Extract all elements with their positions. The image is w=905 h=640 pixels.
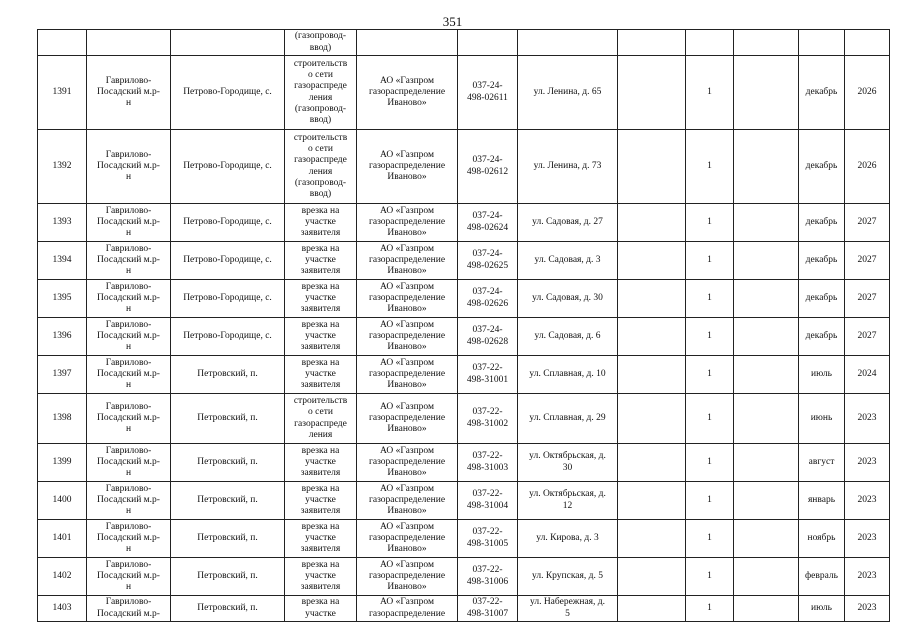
district-cell: Гаврилово- Посадский м.р- н (87, 520, 171, 558)
work-type-cell: строительств о сети газораспреде ления (285, 394, 357, 444)
blank-cell-2 (734, 56, 799, 130)
organization-cell: АО «Газпром газораспределение Иваново» (357, 394, 458, 444)
address-cell (518, 30, 618, 56)
code-cell (458, 30, 518, 56)
district-cell: Гаврилово- Посадский м.р- н (87, 482, 171, 520)
row-number-cell: 1403 (38, 596, 87, 622)
quantity-cell: 1 (686, 280, 734, 318)
row-number-cell: 1402 (38, 558, 87, 596)
month-cell: июнь (799, 394, 845, 444)
quantity-cell: 1 (686, 596, 734, 622)
month-cell: февраль (799, 558, 845, 596)
code-cell: 037-24- 498-02625 (458, 242, 518, 280)
code-cell: 037-24- 498-02628 (458, 318, 518, 356)
year-cell: 2023 (845, 444, 890, 482)
year-cell: 2023 (845, 520, 890, 558)
quantity-cell: 1 (686, 130, 734, 204)
month-cell: декабрь (799, 56, 845, 130)
row-number-cell: 1395 (38, 280, 87, 318)
work-type-cell: врезка на участке заявителя (285, 558, 357, 596)
work-type-cell: врезка на участке заявителя (285, 520, 357, 558)
blank-cell-1 (618, 444, 686, 482)
year-cell (845, 30, 890, 56)
blank-cell-1 (618, 204, 686, 242)
code-cell: 037-22- 498-31006 (458, 558, 518, 596)
row-number-cell: 1398 (38, 394, 87, 444)
blank-cell-2 (734, 558, 799, 596)
district-cell: Гаврилово- Посадский м.р- н (87, 356, 171, 394)
year-cell: 2023 (845, 596, 890, 622)
code-cell: 037-22- 498-31005 (458, 520, 518, 558)
address-cell: ул. Ленина, д. 65 (518, 56, 618, 130)
table-row (38, 318, 890, 356)
table-row (38, 596, 890, 622)
year-cell: 2023 (845, 482, 890, 520)
blank-cell-1 (618, 394, 686, 444)
blank-cell-2 (734, 204, 799, 242)
table-row (38, 130, 890, 204)
row-number-cell (38, 30, 87, 56)
address-cell: ул. Садовая, д. 30 (518, 280, 618, 318)
blank-cell-1 (618, 520, 686, 558)
organization-cell: АО «Газпром газораспределение Иваново» (357, 444, 458, 482)
month-cell: декабрь (799, 280, 845, 318)
settlement-cell: Петрово-Городище, с. (171, 318, 285, 356)
table-row (38, 444, 890, 482)
blank-cell-1 (618, 318, 686, 356)
registry-table (37, 29, 890, 622)
row-number-cell: 1399 (38, 444, 87, 482)
month-cell: декабрь (799, 130, 845, 204)
code-cell: 037-22- 498-31003 (458, 444, 518, 482)
organization-cell: АО «Газпром газораспределение Иваново» (357, 558, 458, 596)
registry-body (38, 30, 890, 622)
district-cell: Гаврилово- Посадский м.р- (87, 596, 171, 622)
quantity-cell: 1 (686, 56, 734, 130)
table-row (38, 482, 890, 520)
settlement-cell: Петрово-Городище, с. (171, 242, 285, 280)
district-cell: Гаврилово- Посадский м.р- н (87, 56, 171, 130)
address-cell: ул. Сплавная, д. 10 (518, 356, 618, 394)
table-row (38, 558, 890, 596)
quantity-cell: 1 (686, 356, 734, 394)
code-cell: 037-24- 498-02612 (458, 130, 518, 204)
work-type-cell: врезка на участке заявителя (285, 280, 357, 318)
blank-cell-1 (618, 280, 686, 318)
work-type-cell: врезка на участке заявителя (285, 318, 357, 356)
page-number: 351 (442, 14, 463, 29)
code-cell: 037-22- 498-31007 (458, 596, 518, 622)
settlement-cell: Петрово-Городище, с. (171, 56, 285, 130)
table-row (38, 280, 890, 318)
settlement-cell: Петровский, п. (171, 444, 285, 482)
settlement-cell: Петровский, п. (171, 356, 285, 394)
row-number-cell: 1397 (38, 356, 87, 394)
work-type-cell: врезка на участке заявителя (285, 356, 357, 394)
year-cell: 2024 (845, 356, 890, 394)
work-type-cell: строительств о сети газораспреде ления (газопровод- ввод) (285, 130, 357, 204)
row-number-cell: 1391 (38, 56, 87, 130)
row-number-cell: 1396 (38, 318, 87, 356)
settlement-cell: Петровский, п. (171, 596, 285, 622)
year-cell: 2023 (845, 558, 890, 596)
code-cell: 037-24- 498-02611 (458, 56, 518, 130)
district-cell: Гаврилово- Посадский м.р- н (87, 394, 171, 444)
blank-cell-1 (618, 130, 686, 204)
blank-cell-2 (734, 482, 799, 520)
blank-cell-2 (734, 394, 799, 444)
blank-cell-2 (734, 130, 799, 204)
code-cell: 037-24- 498-02626 (458, 280, 518, 318)
blank-cell-1 (618, 356, 686, 394)
blank-cell-1 (618, 242, 686, 280)
quantity-cell: 1 (686, 318, 734, 356)
row-number-cell: 1394 (38, 242, 87, 280)
blank-cell-2 (734, 520, 799, 558)
address-cell: ул. Ленина, д. 73 (518, 130, 618, 204)
row-number-cell: 1400 (38, 482, 87, 520)
year-cell: 2026 (845, 130, 890, 204)
organization-cell: АО «Газпром газораспределение Иваново» (357, 520, 458, 558)
address-cell: ул. Кирова, д. 3 (518, 520, 618, 558)
year-cell: 2026 (845, 56, 890, 130)
table-row-continuation (38, 30, 890, 56)
month-cell (799, 30, 845, 56)
organization-cell: АО «Газпром газораспределение Иваново» (357, 318, 458, 356)
organization-cell: АО «Газпром газораспределение Иваново» (357, 204, 458, 242)
code-cell: 037-22- 498-31002 (458, 394, 518, 444)
blank-cell-2 (734, 596, 799, 622)
month-cell: август (799, 444, 845, 482)
address-cell: ул. Набережная, д. 5 (518, 596, 618, 622)
row-number-cell: 1393 (38, 204, 87, 242)
organization-cell: АО «Газпром газораспределение Иваново» (357, 482, 458, 520)
address-cell: ул. Садовая, д. 6 (518, 318, 618, 356)
settlement-cell: Петровский, п. (171, 394, 285, 444)
quantity-cell: 1 (686, 394, 734, 444)
quantity-cell: 1 (686, 520, 734, 558)
blank-cell-1 (618, 56, 686, 130)
year-cell: 2023 (845, 394, 890, 444)
blank-cell-1 (618, 30, 686, 56)
address-cell: ул. Садовая, д. 27 (518, 204, 618, 242)
blank-cell-2 (734, 318, 799, 356)
table-row (38, 56, 890, 130)
address-cell: ул. Октябрьская, д. 30 (518, 444, 618, 482)
table-row (38, 242, 890, 280)
organization-cell: АО «Газпром газораспределение Иваново» (357, 280, 458, 318)
blank-cell-2 (734, 356, 799, 394)
blank-cell-2 (734, 30, 799, 56)
settlement-cell: Петровский, п. (171, 520, 285, 558)
year-cell: 2027 (845, 318, 890, 356)
district-cell: Гаврилово- Посадский м.р- н (87, 130, 171, 204)
table-row (38, 520, 890, 558)
month-cell: июль (799, 596, 845, 622)
month-cell: декабрь (799, 318, 845, 356)
blank-cell-2 (734, 242, 799, 280)
settlement-cell: Петровский, п. (171, 558, 285, 596)
district-cell: Гаврилово- Посадский м.р- н (87, 242, 171, 280)
address-cell: ул. Садовая, д. 3 (518, 242, 618, 280)
year-cell: 2027 (845, 280, 890, 318)
district-cell: Гаврилово- Посадский м.р- н (87, 558, 171, 596)
district-cell: Гаврилово- Посадский м.р- н (87, 280, 171, 318)
work-type-cell: строительств о сети газораспреде ления (газопровод- ввод) (285, 56, 357, 130)
quantity-cell: 1 (686, 204, 734, 242)
row-number-cell: 1401 (38, 520, 87, 558)
month-cell: январь (799, 482, 845, 520)
settlement-cell: Петровский, п. (171, 482, 285, 520)
work-type-cell: врезка на участке (285, 596, 357, 622)
organization-cell: АО «Газпром газораспределение (357, 596, 458, 622)
quantity-cell: 1 (686, 242, 734, 280)
year-cell: 2027 (845, 242, 890, 280)
month-cell: декабрь (799, 242, 845, 280)
address-cell: ул. Крупская, д. 5 (518, 558, 618, 596)
code-cell: 037-24- 498-02624 (458, 204, 518, 242)
code-cell: 037-22- 498-31004 (458, 482, 518, 520)
organization-cell: АО «Газпром газораспределение Иваново» (357, 130, 458, 204)
blank-cell-2 (734, 280, 799, 318)
work-type-cell: врезка на участке заявителя (285, 242, 357, 280)
table-row (38, 394, 890, 444)
blank-cell-1 (618, 596, 686, 622)
district-cell: Гаврилово- Посадский м.р- н (87, 444, 171, 482)
organization-cell: АО «Газпром газораспределение Иваново» (357, 56, 458, 130)
table-row (38, 204, 890, 242)
settlement-cell: Петрово-Городище, с. (171, 280, 285, 318)
code-cell: 037-22- 498-31001 (458, 356, 518, 394)
month-cell: июль (799, 356, 845, 394)
blank-cell-1 (618, 558, 686, 596)
quantity-cell: 1 (686, 444, 734, 482)
address-cell: ул. Сплавная, д. 29 (518, 394, 618, 444)
district-cell (87, 30, 171, 56)
work-type-cell: врезка на участке заявителя (285, 204, 357, 242)
month-cell: декабрь (799, 204, 845, 242)
work-type-cell: врезка на участке заявителя (285, 482, 357, 520)
blank-cell-2 (734, 444, 799, 482)
district-cell: Гаврилово- Посадский м.р- н (87, 318, 171, 356)
quantity-cell: 1 (686, 558, 734, 596)
organization-cell: АО «Газпром газораспределение Иваново» (357, 242, 458, 280)
quantity-cell (686, 30, 734, 56)
work-type-cell: (газопровод- ввод) (285, 30, 357, 56)
address-cell: ул. Октябрьская, д. 12 (518, 482, 618, 520)
year-cell: 2027 (845, 204, 890, 242)
settlement-cell (171, 30, 285, 56)
settlement-cell: Петрово-Городище, с. (171, 204, 285, 242)
row-number-cell: 1392 (38, 130, 87, 204)
district-cell: Гаврилово- Посадский м.р- н (87, 204, 171, 242)
month-cell: ноябрь (799, 520, 845, 558)
settlement-cell: Петрово-Городище, с. (171, 130, 285, 204)
organization-cell (357, 30, 458, 56)
quantity-cell: 1 (686, 482, 734, 520)
blank-cell-1 (618, 482, 686, 520)
organization-cell: АО «Газпром газораспределение Иваново» (357, 356, 458, 394)
table-row (38, 356, 890, 394)
work-type-cell: врезка на участке заявителя (285, 444, 357, 482)
